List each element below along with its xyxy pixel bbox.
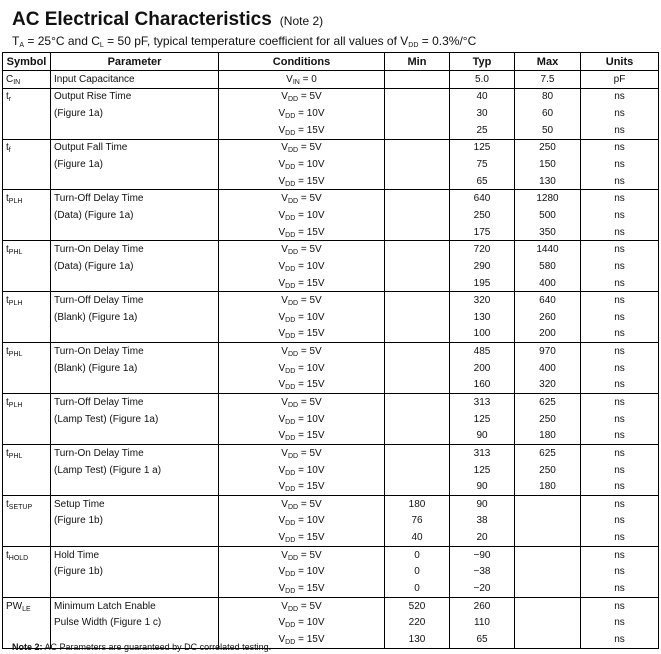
- cell-conditions: $V_{DD} = 10V$: [219, 411, 385, 428]
- cell-parameter: (Figure 1a): [51, 105, 219, 122]
- cell-symbol: $t_{PHL}$: [3, 241, 51, 258]
- table-body: [3, 71, 659, 649]
- cell-symbol: [3, 462, 51, 479]
- cell-max: 970: [515, 343, 581, 360]
- cell-max: 1440: [515, 241, 581, 258]
- header-symbol: Symbol: [3, 53, 51, 71]
- header-min: Min: [385, 53, 450, 71]
- table-row: [3, 580, 659, 597]
- footnote-label: Note 2:: [12, 642, 43, 652]
- cell-symbol: $t_{PLH}$: [3, 190, 51, 207]
- cell-typ: 640: [450, 190, 515, 207]
- cell-units: ns: [581, 546, 659, 563]
- cell-conditions: $V_{DD} = 5V$: [219, 88, 385, 105]
- cell-conditions: $V_{DD} = 5V$: [219, 241, 385, 258]
- cell-conditions: $V_{DD} = 15V$: [219, 478, 385, 495]
- cell-symbol: [3, 411, 51, 428]
- cell-parameter: Output Fall Time: [51, 139, 219, 156]
- cell-symbol: $t_{PLH}$: [3, 292, 51, 309]
- cell-max: 640: [515, 292, 581, 309]
- cell-min: 0: [385, 564, 450, 581]
- table-row: [3, 71, 659, 89]
- cell-parameter: (Figure 1a): [51, 156, 219, 173]
- cell-conditions: $V_{DD} = 10V$: [219, 462, 385, 479]
- cell-units: ns: [581, 529, 659, 546]
- cell-conditions: $V_{DD} = 15V$: [219, 326, 385, 343]
- cell-units: ns: [581, 360, 659, 377]
- cell-max: [515, 513, 581, 530]
- cell-typ: 290: [450, 258, 515, 275]
- cell-symbol: [3, 258, 51, 275]
- cell-max: 400: [515, 360, 581, 377]
- cell-typ: 313: [450, 445, 515, 462]
- cell-max: [515, 529, 581, 546]
- cell-typ: 125: [450, 139, 515, 156]
- cell-typ: 485: [450, 343, 515, 360]
- cell-parameter: (Figure 1b): [51, 513, 219, 530]
- cell-conditions: $V_{DD} = 10V$: [219, 564, 385, 581]
- cell-min: 520: [385, 597, 450, 614]
- cell-parameter: Input Capacitance: [51, 71, 219, 89]
- table-header-row: [3, 53, 659, 71]
- cell-max: 50: [515, 122, 581, 139]
- table-row: [3, 207, 659, 224]
- table-row: [3, 462, 659, 479]
- cell-conditions: $V_{DD} = 10V$: [219, 207, 385, 224]
- title-note: (Note 2): [279, 14, 324, 28]
- cell-parameter: [51, 427, 219, 444]
- cell-units: ns: [581, 580, 659, 597]
- cell-parameter: [51, 173, 219, 190]
- cell-symbol: [3, 513, 51, 530]
- cell-min: [385, 309, 450, 326]
- cell-conditions: $V_{DD} = 10V$: [219, 615, 385, 632]
- cell-units: ns: [581, 427, 659, 444]
- cell-symbol: [3, 326, 51, 343]
- cell-symbol: $t_{PHL}$: [3, 343, 51, 360]
- cell-units: ns: [581, 207, 659, 224]
- cell-min: 220: [385, 615, 450, 632]
- title-text: AC Electrical Characteristics: [12, 9, 272, 30]
- table-row: [3, 292, 659, 309]
- footnote-text: AC Parameters are guaranteed by DC correlated testing.: [44, 642, 272, 652]
- table-row: [3, 224, 659, 241]
- cell-parameter: Minimum Latch Enable: [51, 597, 219, 614]
- table-row: [3, 241, 659, 258]
- cell-min: 130: [385, 631, 450, 648]
- cell-parameter: Turn-Off Delay Time: [51, 292, 219, 309]
- cell-conditions: $V_{DD} = 15V$: [219, 275, 385, 292]
- cell-units: ns: [581, 377, 659, 394]
- cell-typ: 320: [450, 292, 515, 309]
- cell-min: [385, 207, 450, 224]
- cell-conditions: $V_{DD} = 15V$: [219, 580, 385, 597]
- cell-units: ns: [581, 105, 659, 122]
- cell-units: ns: [581, 513, 659, 530]
- cell-symbol: $t_{PHL}$: [3, 445, 51, 462]
- cell-units: ns: [581, 88, 659, 105]
- cell-max: 250: [515, 462, 581, 479]
- ac-characteristics-table: [2, 52, 659, 649]
- table-row: [3, 360, 659, 377]
- cell-symbol: [3, 275, 51, 292]
- cell-units: ns: [581, 394, 659, 411]
- cell-parameter: Turn-On Delay Time: [51, 241, 219, 258]
- cell-min: [385, 360, 450, 377]
- cell-conditions: $V_{DD} = 15V$: [219, 122, 385, 139]
- cell-units: ns: [581, 292, 659, 309]
- cell-parameter: Output Rise Time: [51, 88, 219, 105]
- cell-units: ns: [581, 190, 659, 207]
- cell-conditions: $V_{DD} = 5V$: [219, 546, 385, 563]
- cell-typ: 90: [450, 478, 515, 495]
- cell-typ: 313: [450, 394, 515, 411]
- cell-typ: 25: [450, 122, 515, 139]
- cell-parameter: [51, 478, 219, 495]
- cell-units: ns: [581, 564, 659, 581]
- table-row: [3, 496, 659, 513]
- cell-symbol: [3, 478, 51, 495]
- cell-min: [385, 190, 450, 207]
- cell-conditions: $V_{DD} = 5V$: [219, 343, 385, 360]
- cell-max: 625: [515, 445, 581, 462]
- table-row: [3, 615, 659, 632]
- cell-max: 150: [515, 156, 581, 173]
- cell-typ: 200: [450, 360, 515, 377]
- table-row: [3, 190, 659, 207]
- cell-max: 200: [515, 326, 581, 343]
- cell-typ: 100: [450, 326, 515, 343]
- cell-typ: 195: [450, 275, 515, 292]
- cell-parameter: Turn-On Delay Time: [51, 343, 219, 360]
- cell-max: 180: [515, 427, 581, 444]
- cell-max: 60: [515, 105, 581, 122]
- cell-typ: 125: [450, 411, 515, 428]
- table-row: [3, 309, 659, 326]
- cell-symbol: $t_f$: [3, 139, 51, 156]
- table-row: [3, 343, 659, 360]
- cell-conditions: $V_{DD} = 5V$: [219, 292, 385, 309]
- cell-typ: 90: [450, 496, 515, 513]
- table-row: [3, 88, 659, 105]
- table-row: [3, 427, 659, 444]
- cell-symbol: [3, 122, 51, 139]
- cell-symbol: [3, 224, 51, 241]
- cell-min: 40: [385, 529, 450, 546]
- cell-units: ns: [581, 343, 659, 360]
- cell-min: 76: [385, 513, 450, 530]
- cell-units: ns: [581, 156, 659, 173]
- footnote: [12, 642, 271, 652]
- cell-units: ns: [581, 224, 659, 241]
- cell-min: [385, 275, 450, 292]
- cell-conditions: $V_{DD} = 10V$: [219, 360, 385, 377]
- cell-typ: 65: [450, 631, 515, 648]
- cell-conditions: $V_{DD} = 10V$: [219, 258, 385, 275]
- table-row: [3, 258, 659, 275]
- cell-typ: 130: [450, 309, 515, 326]
- section-title: [12, 9, 323, 31]
- cell-parameter: (Figure 1b): [51, 564, 219, 581]
- cell-parameter: [51, 275, 219, 292]
- cell-min: [385, 462, 450, 479]
- cell-conditions: $V_{DD} = 5V$: [219, 139, 385, 156]
- cell-units: ns: [581, 615, 659, 632]
- cell-parameter: [51, 529, 219, 546]
- table-row: [3, 122, 659, 139]
- cell-max: 580: [515, 258, 581, 275]
- cell-symbol: [3, 360, 51, 377]
- cell-max: 180: [515, 478, 581, 495]
- cell-min: [385, 122, 450, 139]
- cell-max: 1280: [515, 190, 581, 207]
- cell-typ: 90: [450, 427, 515, 444]
- cell-max: 625: [515, 394, 581, 411]
- cell-max: 250: [515, 411, 581, 428]
- cell-conditions: $V_{DD} = 15V$: [219, 631, 385, 648]
- cell-typ: 65: [450, 173, 515, 190]
- table-row: [3, 326, 659, 343]
- cell-units: ns: [581, 411, 659, 428]
- cell-conditions: $V_{DD} = 10V$: [219, 309, 385, 326]
- cell-typ: −20: [450, 580, 515, 597]
- cell-units: ns: [581, 173, 659, 190]
- cell-parameter: (Blank) (Figure 1a): [51, 360, 219, 377]
- cell-symbol: [3, 615, 51, 632]
- cell-typ: 250: [450, 207, 515, 224]
- cell-parameter: [51, 326, 219, 343]
- cell-min: [385, 241, 450, 258]
- table-row: [3, 478, 659, 495]
- cell-typ: 260: [450, 597, 515, 614]
- table-row: [3, 597, 659, 614]
- header-conditions: Conditions: [219, 53, 385, 71]
- cell-conditions: $V_{DD} = 15V$: [219, 224, 385, 241]
- cell-symbol: [3, 173, 51, 190]
- cell-max: 500: [515, 207, 581, 224]
- cell-max: 350: [515, 224, 581, 241]
- cell-parameter: [51, 224, 219, 241]
- cell-typ: 720: [450, 241, 515, 258]
- cell-min: 0: [385, 546, 450, 563]
- cell-conditions: $V_{IN} = 0$: [219, 71, 385, 89]
- cell-units: ns: [581, 445, 659, 462]
- cell-parameter: (Lamp Test) (Figure 1a): [51, 411, 219, 428]
- cell-symbol: [3, 529, 51, 546]
- cell-symbol: $t_{HOLD}$: [3, 546, 51, 563]
- cell-conditions: $V_{DD} = 5V$: [219, 597, 385, 614]
- cell-typ: 125: [450, 462, 515, 479]
- cell-conditions: $V_{DD} = 10V$: [219, 105, 385, 122]
- cell-max: 260: [515, 309, 581, 326]
- cell-conditions: $V_{DD} = 5V$: [219, 445, 385, 462]
- cell-symbol: $t_r$: [3, 88, 51, 105]
- cell-conditions: $V_{DD} = 5V$: [219, 496, 385, 513]
- cell-min: [385, 139, 450, 156]
- cell-max: [515, 496, 581, 513]
- cell-max: 7.5: [515, 71, 581, 89]
- table-row: [3, 173, 659, 190]
- cell-typ: 5.0: [450, 71, 515, 89]
- cell-parameter: Pulse Width (Figure 1 c): [51, 615, 219, 632]
- cell-symbol: [3, 309, 51, 326]
- cell-max: 400: [515, 275, 581, 292]
- table-row: [3, 394, 659, 411]
- cell-min: [385, 445, 450, 462]
- cell-min: [385, 105, 450, 122]
- table-row: [3, 411, 659, 428]
- cell-min: 180: [385, 496, 450, 513]
- cell-symbol: $t_{SETUP}$: [3, 496, 51, 513]
- cell-typ: 175: [450, 224, 515, 241]
- table-row: [3, 139, 659, 156]
- cell-conditions: $V_{DD} = 15V$: [219, 173, 385, 190]
- cell-typ: 40: [450, 88, 515, 105]
- cell-max: [515, 580, 581, 597]
- cell-max: 320: [515, 377, 581, 394]
- cell-min: 0: [385, 580, 450, 597]
- header-units: Units: [581, 53, 659, 71]
- cell-typ: −90: [450, 546, 515, 563]
- cell-units: ns: [581, 597, 659, 614]
- cell-min: [385, 377, 450, 394]
- cell-symbol: [3, 580, 51, 597]
- cell-parameter: (Data) (Figure 1a): [51, 207, 219, 224]
- table-row: [3, 105, 659, 122]
- cell-units: ns: [581, 275, 659, 292]
- cell-typ: 110: [450, 615, 515, 632]
- cell-units: ns: [581, 139, 659, 156]
- cell-min: [385, 71, 450, 89]
- cell-parameter: Turn-Off Delay Time: [51, 190, 219, 207]
- cell-typ: 38: [450, 513, 515, 530]
- cell-typ: 30: [450, 105, 515, 122]
- cell-min: [385, 478, 450, 495]
- cell-min: [385, 427, 450, 444]
- cell-min: [385, 326, 450, 343]
- cell-units: ns: [581, 478, 659, 495]
- cell-max: [515, 546, 581, 563]
- cell-typ: 20: [450, 529, 515, 546]
- cell-max: [515, 631, 581, 648]
- cell-symbol: $t_{PLH}$: [3, 394, 51, 411]
- cell-conditions: $V_{DD} = 10V$: [219, 156, 385, 173]
- cell-units: pF: [581, 71, 659, 89]
- cell-min: [385, 224, 450, 241]
- cell-parameter: (Data) (Figure 1a): [51, 258, 219, 275]
- cell-parameter: [51, 580, 219, 597]
- cell-max: [515, 597, 581, 614]
- cell-parameter: (Lamp Test) (Figure 1 a): [51, 462, 219, 479]
- cell-max: 250: [515, 139, 581, 156]
- cell-conditions: $V_{DD} = 5V$: [219, 394, 385, 411]
- cell-parameter: Hold Time: [51, 546, 219, 563]
- cell-max: 130: [515, 173, 581, 190]
- cell-max: [515, 615, 581, 632]
- cell-conditions: $V_{DD} = 10V$: [219, 513, 385, 530]
- cell-parameter: [51, 377, 219, 394]
- cell-symbol: [3, 207, 51, 224]
- cell-units: ns: [581, 241, 659, 258]
- cell-min: [385, 156, 450, 173]
- cell-max: 80: [515, 88, 581, 105]
- cell-conditions: $V_{DD} = 5V$: [219, 190, 385, 207]
- cell-parameter: [51, 122, 219, 139]
- cell-symbol: [3, 564, 51, 581]
- cell-units: ns: [581, 309, 659, 326]
- cell-parameter: Turn-On Delay Time: [51, 445, 219, 462]
- cell-symbol: $C_{IN}$: [3, 71, 51, 89]
- cell-parameter: (Blank) (Figure 1a): [51, 309, 219, 326]
- cell-typ: 160: [450, 377, 515, 394]
- cell-parameter: Turn-Off Delay Time: [51, 394, 219, 411]
- header-max: Max: [515, 53, 581, 71]
- table-row: [3, 546, 659, 563]
- cell-typ: 75: [450, 156, 515, 173]
- cell-min: [385, 411, 450, 428]
- cell-conditions: $V_{DD} = 15V$: [219, 427, 385, 444]
- cell-typ: −38: [450, 564, 515, 581]
- table-row: [3, 513, 659, 530]
- cell-units: ns: [581, 122, 659, 139]
- cell-units: ns: [581, 326, 659, 343]
- header-parameter: Parameter: [51, 53, 219, 71]
- cell-units: ns: [581, 496, 659, 513]
- cell-parameter: Setup Time: [51, 496, 219, 513]
- header-typ: Typ: [450, 53, 515, 71]
- table-row: [3, 564, 659, 581]
- cell-symbol: [3, 156, 51, 173]
- table-row: [3, 156, 659, 173]
- cell-conditions: $V_{DD} = 15V$: [219, 377, 385, 394]
- cell-symbol: $PW_{LE}$: [3, 597, 51, 614]
- cell-units: ns: [581, 631, 659, 648]
- cell-conditions: $V_{DD} = 15V$: [219, 529, 385, 546]
- cell-units: ns: [581, 462, 659, 479]
- table-row: [3, 377, 659, 394]
- cell-symbol: [3, 427, 51, 444]
- cell-max: [515, 564, 581, 581]
- conditions-subtitle: $T_A = 25^\circ C$ and $C_L = 50$ pF, typical temperature coefficient for all values of $V_{DD} = 0.3\%/^\circ C$: [12, 34, 477, 49]
- table-row: [3, 445, 659, 462]
- cell-symbol: [3, 377, 51, 394]
- cell-min: [385, 258, 450, 275]
- table-row: [3, 275, 659, 292]
- cell-min: [385, 394, 450, 411]
- cell-min: [385, 343, 450, 360]
- cell-units: ns: [581, 258, 659, 275]
- table-row: [3, 529, 659, 546]
- cell-symbol: [3, 105, 51, 122]
- cell-min: [385, 292, 450, 309]
- cell-min: [385, 173, 450, 190]
- cell-min: [385, 88, 450, 105]
